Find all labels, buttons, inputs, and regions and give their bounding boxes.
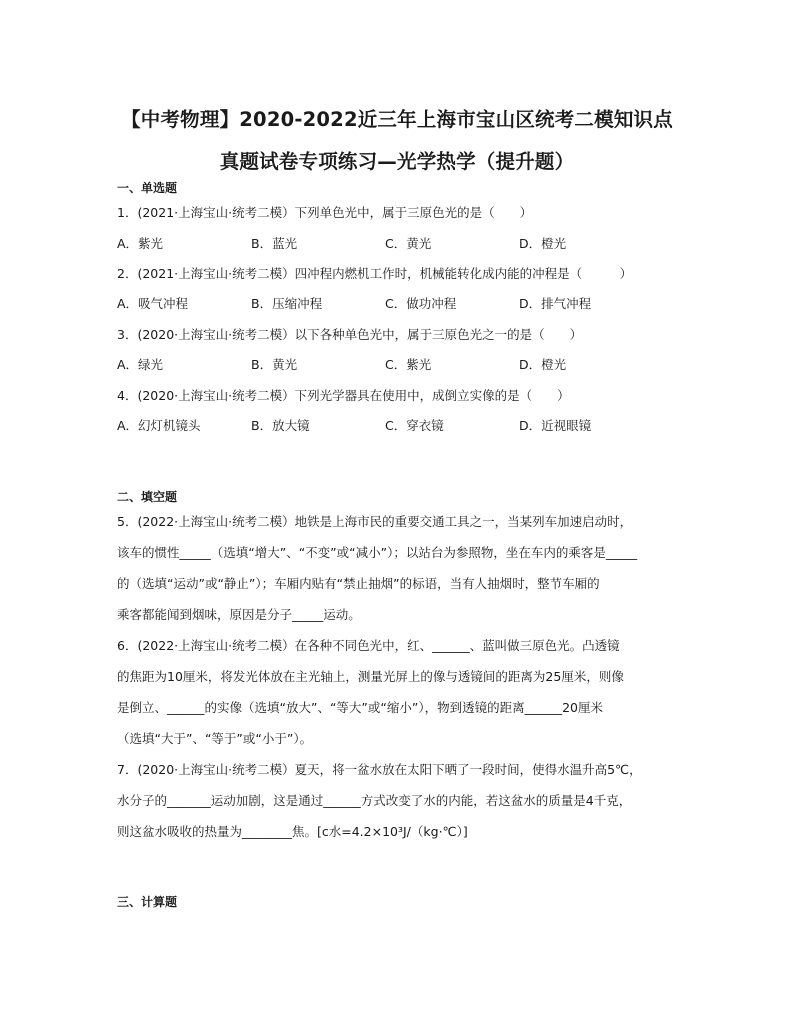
question-5-line-3: 的（选填“运动”或“静止”）；车厢内贴有“禁止抽烟”的标语，当有人抽烟时，整节车厢的: [117, 576, 600, 591]
question-2-option-a: A．吸气冲程: [117, 296, 189, 311]
document-title-line-1: 【中考物理】2020-2022近三年上海市宝山区统考二模知识点: [121, 108, 673, 131]
question-3-option-a: A．绿光: [117, 357, 164, 372]
question-7: [117, 754, 689, 847]
question-7-line-3: 则这盆水吸收的热量为________焦。[c水=4.2×10³J/（kg·℃）]: [117, 824, 468, 839]
section-heading-fill-in: 二、填空题: [117, 490, 178, 504]
question-1-option-c: C．黄光: [385, 236, 432, 251]
question-6-line-2: 的焦距为10厘米，将发光体放在主光轴上，测量光屏上的像与透镜间的距离为25厘米，则像: [117, 669, 624, 684]
question-5-line-2: 该车的惯性_____（选填“增大”、“不变”或“减小”）；以站台为参照物，坐在车内的乘客是_____: [117, 545, 638, 560]
question-4-options: [117, 416, 697, 434]
question-1-options: [117, 234, 697, 252]
question-4-option-d: D．近视眼镜: [519, 418, 592, 433]
question-3-option-d: D．橙光: [519, 357, 567, 372]
question-6-line-3: 是倒立、______的实像（选填“放大”、“等大”或“缩小”），物到透镜的距离______20厘米: [117, 700, 604, 715]
question-3-option-b: B．黄光: [251, 357, 298, 372]
question-6-line-4: （选填“大于”、“等于”或“小于”）。: [117, 731, 313, 746]
question-2-option-b: B．压缩冲程: [251, 296, 323, 311]
question-3-option-c: C．紫光: [385, 357, 432, 372]
question-5-line-4: 乘客都能闻到烟味，原因是分子_____运动。: [117, 607, 361, 622]
question-5: [117, 506, 689, 630]
question-6: [117, 630, 689, 754]
question-2-options: [117, 294, 697, 312]
question-4-option-a: A．幻灯机镜头: [117, 418, 201, 433]
question-1-option-b: B．蓝光: [251, 236, 298, 251]
question-3-stem: 3．(2020·上海宝山·统考二模）以下各种单色光中，属于三原色光之一的是（ ）: [117, 327, 583, 342]
document-title-line-2: 真题试卷专项练习—光学热学（提升题）: [219, 150, 575, 173]
question-4-stem: 4．(2020·上海宝山·统考二模）下列光学器具在使用中，成倒立实像的是（ ）: [117, 388, 570, 403]
question-4-option-c: C．穿衣镜: [385, 418, 444, 433]
question-3-options: [117, 355, 697, 373]
question-1-option-d: D．橙光: [519, 236, 567, 251]
section-heading-single-choice: 一、单选题: [117, 181, 178, 195]
section-heading-calculation: 三、计算题: [117, 895, 178, 909]
question-2-stem: 2．(2021·上海宝山·统考二模）四冲程内燃机工作时，机械能转化成内能的冲程是（ ）: [117, 266, 633, 281]
question-2-option-d: D．排气冲程: [519, 296, 592, 311]
question-4-option-b: B．放大镜: [251, 418, 310, 433]
question-5-line-1: 5．(2022·上海宝山·统考二模）地铁是上海市民的重要交通工具之一，当某列车加速启动时，: [117, 514, 633, 529]
question-6-line-1: 6．(2022·上海宝山·统考二模）在各种不同色光中，红、______、蓝叫做三原色光。凸透镜: [117, 638, 620, 653]
question-1-stem: 1．(2021·上海宝山·统考二模）下列单色光中，属于三原色光的是（ ）: [117, 205, 533, 220]
question-1-option-a: A．紫光: [117, 236, 164, 251]
question-2-option-c: C．做功冲程: [385, 296, 457, 311]
question-7-line-1: 7．(2020·上海宝山·统考二模）夏天，将一盆水放在太阳下晒了一段时间，使得水温升高5℃，: [117, 762, 642, 777]
question-7-line-2: 水分子的_______运动加剧，这是通过______方式改变了水的内能，若这盆水的质量是4千克，: [117, 793, 632, 808]
